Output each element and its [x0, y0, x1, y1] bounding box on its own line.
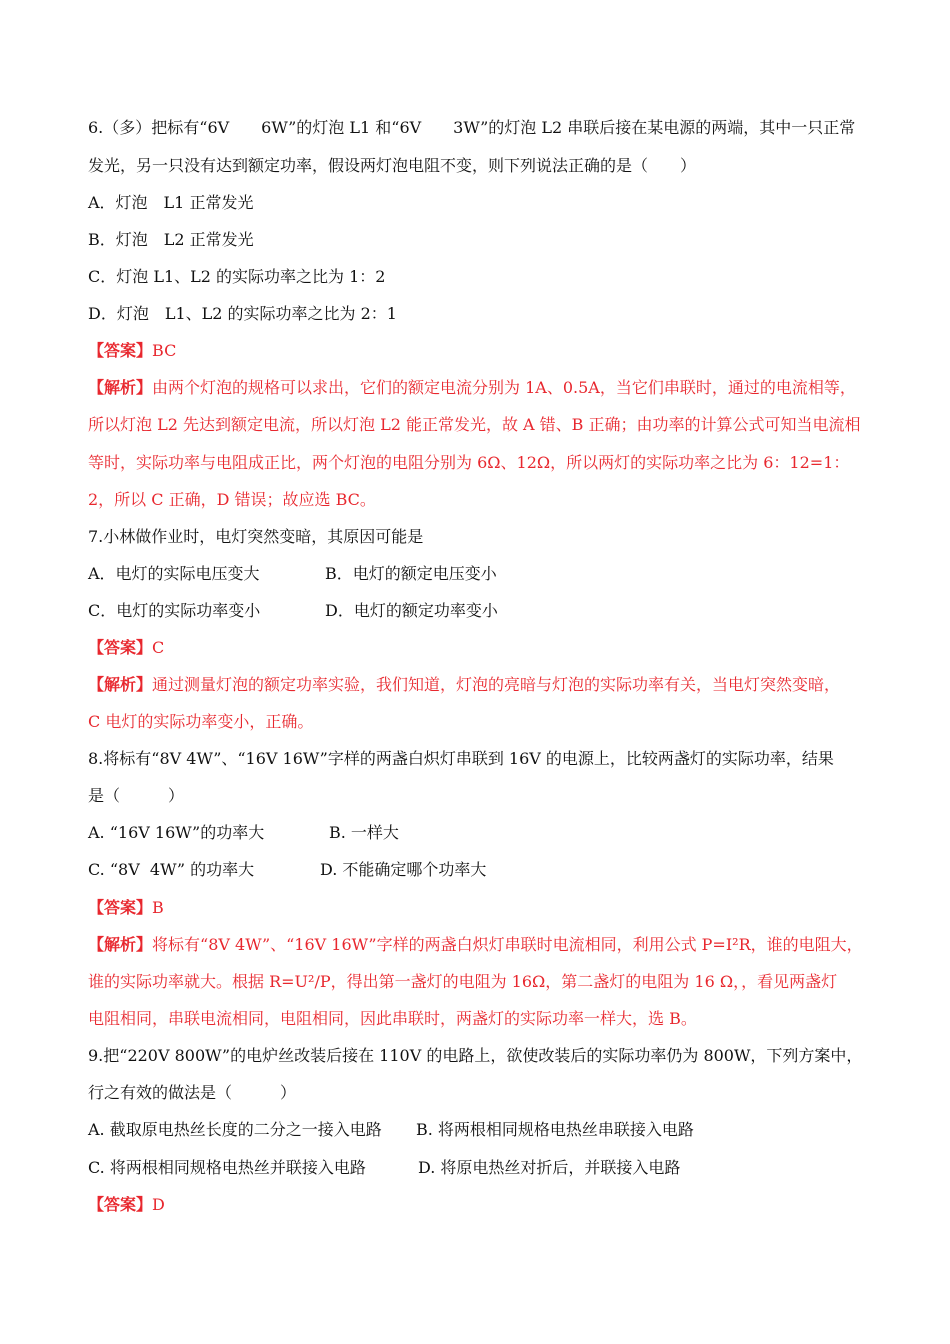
analysis-text: 将标有“8V 4W”、“16V 16W”字样的两盏白炽灯串联时电流相同，利用公式 P=I²R，谁的电阻大， — [152, 935, 863, 954]
q8-stem-line2: 是（ ） — [88, 786, 185, 805]
answer-tag: 【答案】 — [88, 341, 153, 360]
q9-option-a: A. 截取原电热丝长度的二分之一接入电路 — [88, 1120, 382, 1139]
answer-tag: 【答案】 — [88, 638, 153, 657]
answer-tag: 【答案】 — [88, 898, 153, 917]
q7-option-c: C．电灯的实际功率变小 — [88, 601, 261, 620]
q6-option-b: B．灯泡 L2 正常发光 — [88, 230, 254, 249]
q6-option-c: C．灯泡 L1、L2 的实际功率之比为 1：2 — [88, 267, 386, 286]
q6-analysis-line1 — [88, 377, 856, 399]
answer-tag: 【答案】 — [88, 1195, 153, 1214]
q8-answer — [88, 897, 164, 919]
q7-option-b: B．电灯的额定电压变小 — [325, 564, 497, 583]
q6-analysis-line2: 所以灯泡 L2 先达到额定电流，所以灯泡 L2 能正常发光，故 A 错、B 正确；由功率的计算公式可知当电流相 — [88, 415, 861, 434]
q6-stem-line2: 发光，另一只没有达到额定功率，假设两灯泡电阻不变，则下列说法正确的是（ ） — [88, 156, 697, 175]
q9-option-d: D. 将原电热丝对折后，并联接入电路 — [418, 1158, 681, 1177]
answer-value: C — [152, 638, 165, 657]
q7-analysis-line1 — [88, 674, 840, 696]
q9-option-b: B. 将两根相同规格电热丝串联接入电路 — [416, 1120, 694, 1139]
q8-option-c: C. “8V 4W” 的功率大 — [88, 860, 255, 879]
q6-answer — [88, 340, 176, 362]
q6-analysis-line4: 2，所以 C 正确，D 错误；故应选 BC。 — [88, 490, 376, 509]
q7-answer — [88, 637, 164, 659]
q8-stem-line1: 8.将标有“8V 4W”、“16V 16W”字样的两盏白炽灯串联到 16V 的电源上，比较两盏灯的实际功率，结果 — [88, 749, 834, 768]
q7-stem: 7.小林做作业时，电灯突然变暗，其原因可能是 — [88, 527, 424, 546]
answer-value: BC — [152, 341, 177, 360]
q6-option-d: D．灯泡 L1、L2 的实际功率之比为 2：1 — [88, 304, 397, 323]
analysis-tag: 【解析】 — [88, 378, 153, 397]
q6-analysis-line3: 等时，实际功率与电阻成正比，两个灯泡的电阻分别为 6Ω、12Ω，所以两灯的实际功率之比为 6：12=1： — [88, 453, 850, 472]
q7-option-a: A．电灯的实际电压变大 — [88, 564, 260, 583]
analysis-text: 通过测量灯泡的额定功率实验，我们知道，灯泡的亮暗与灯泡的实际功率有关，当电灯突然变暗， — [152, 675, 841, 694]
q7-analysis-line2: C 电灯的实际功率变小，正确。 — [88, 712, 314, 731]
analysis-tag: 【解析】 — [88, 675, 153, 694]
q8-option-b: B. 一样大 — [329, 823, 399, 842]
q8-analysis-line2: 谁的实际功率就大。根据 R=U²/P，得出第一盏灯的电阻为 16Ω，第二盏灯的电阻为 16 Ω，，看见两盏灯 — [88, 972, 838, 991]
q6-option-a: A．灯泡 L1 正常发光 — [88, 193, 254, 212]
q8-analysis-line1 — [88, 934, 863, 956]
q8-option-a: A. “16V 16W”的功率大 — [88, 823, 265, 842]
analysis-text: 由两个灯泡的规格可以求出，它们的额定电流分别为 1A、0.5A，当它们串联时，通过的电流相等， — [152, 378, 856, 397]
q9-stem-line1: 9.把“220V 800W”的电炉丝改装后接在 110V 的电路上，欲使改装后的实际功率仍为 800W，下列方案中， — [88, 1046, 863, 1065]
answer-value: D — [152, 1195, 165, 1214]
analysis-tag: 【解析】 — [88, 935, 153, 954]
q9-option-c: C. 将两根相同规格电热丝并联接入电路 — [88, 1158, 366, 1177]
q9-answer — [88, 1194, 165, 1216]
q8-option-d: D. 不能确定哪个功率大 — [320, 860, 487, 879]
q9-stem-line2: 行之有效的做法是（ ） — [88, 1083, 297, 1102]
q7-option-d: D．电灯的额定功率变小 — [325, 601, 498, 620]
q6-stem-line1: 6.（多）把标有“6V 6W”的灯泡 L1 和“6V 3W”的灯泡 L2 串联后接在某电源的两端，其中一只正常 — [88, 118, 856, 137]
q8-analysis-line3: 电阻相同，串联电流相同，电阻相同，因此串联时，两盏灯的实际功率一样大，选 B。 — [88, 1009, 697, 1028]
answer-value: B — [152, 898, 164, 917]
